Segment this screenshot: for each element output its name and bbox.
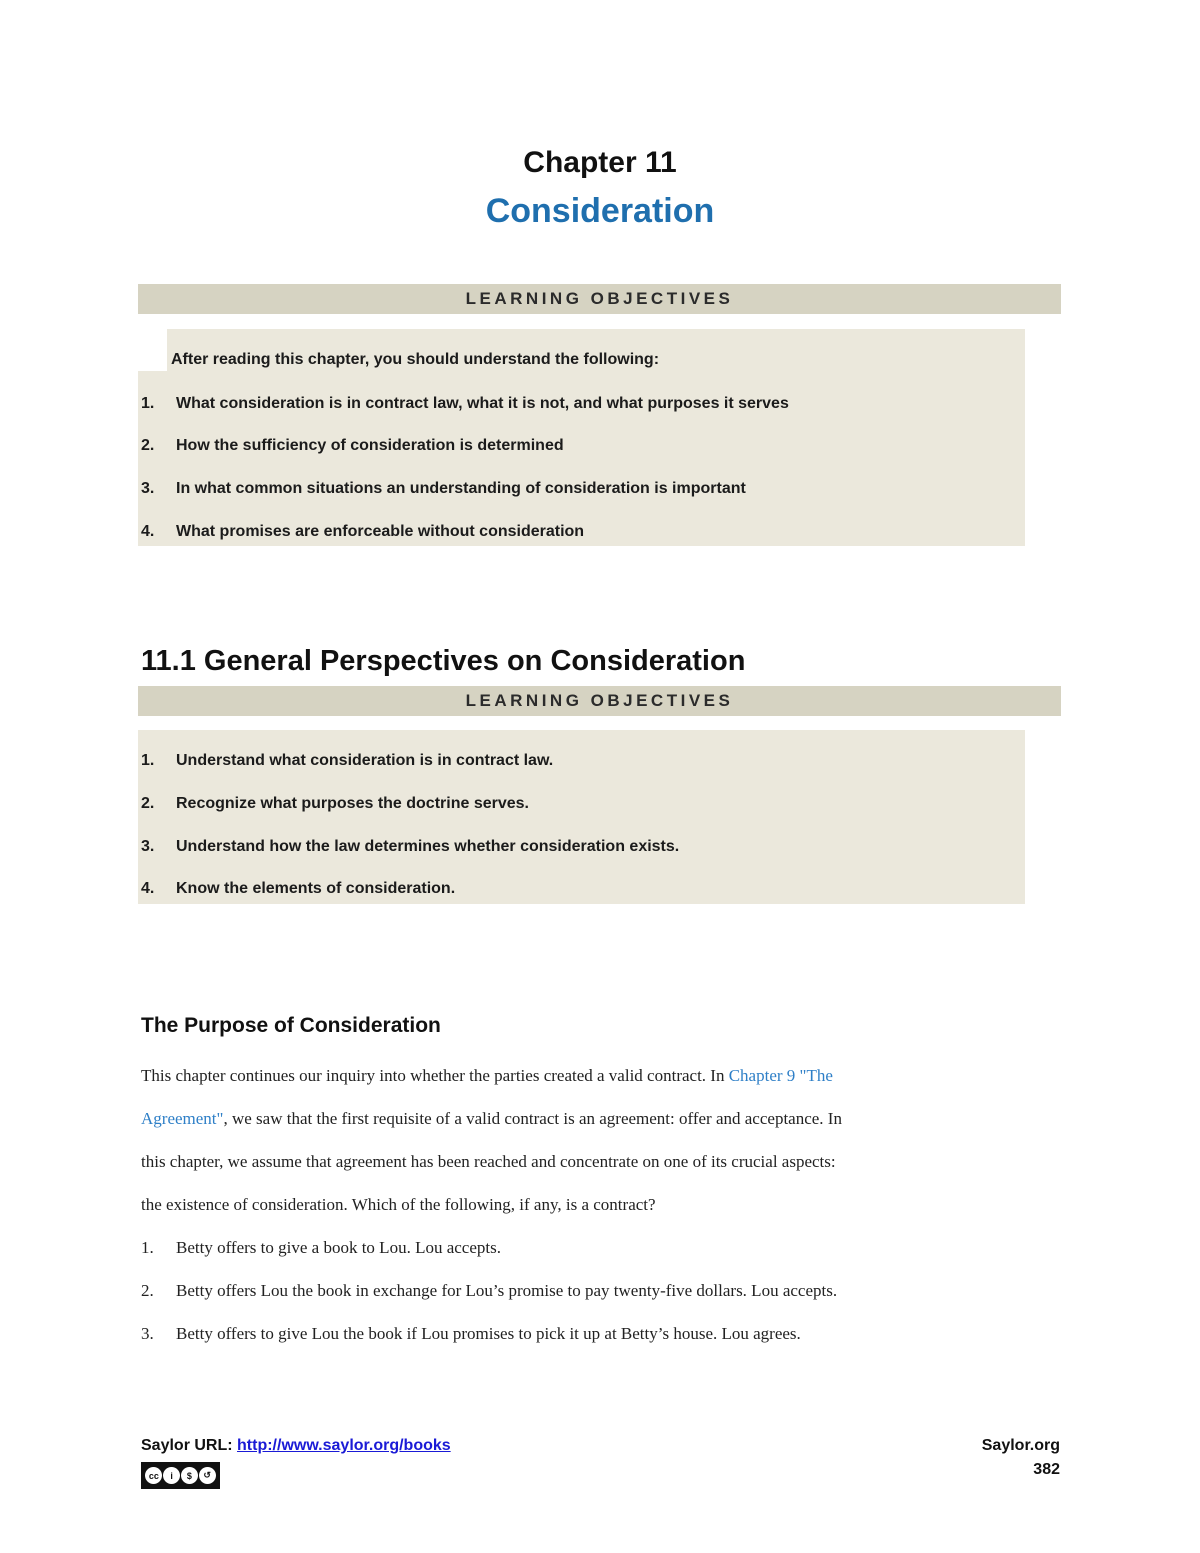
objective-number: 4. — [141, 880, 155, 897]
list-item-number: 3. — [141, 1324, 154, 1343]
footer-url-link[interactable]: http://www.saylor.org/books — [237, 1437, 451, 1454]
list-item-number: 1. — [141, 1238, 154, 1257]
body-text: This chapter continues our inquiry into whether the parties created a valid contract. In — [141, 1066, 729, 1085]
objective-item: Recognize what purposes the doctrine serves. — [176, 795, 529, 812]
body-paragraph-line — [141, 1109, 842, 1129]
objective-number: 1. — [141, 395, 155, 412]
nc-icon: $ — [181, 1467, 198, 1484]
body-paragraph-line: this chapter, we assume that agreement has been reached and concentrate on one of its crucial aspects: — [141, 1152, 836, 1171]
chapter-9-link[interactable]: Chapter 9 "The — [728, 1066, 833, 1085]
learning-objectives-bar: LEARNING OBJECTIVES — [138, 284, 1061, 314]
objective-item: What consideration is in contract law, what it is not, and what purposes it serves — [176, 395, 789, 412]
creative-commons-badge — [141, 1462, 220, 1489]
objective-item: How the sufficiency of consideration is determined — [176, 437, 564, 454]
chapter-label: Chapter 11 — [523, 146, 677, 179]
objective-number: 3. — [141, 480, 155, 497]
section-heading: 11.1 General Perspectives on Consideration — [141, 645, 746, 677]
objective-item: In what common situations an understanding of consideration is important — [176, 480, 746, 497]
cc-icon: cc — [145, 1467, 162, 1484]
footer-url-label: Saylor URL: — [141, 1437, 238, 1454]
chapter-9-link-cont[interactable]: Agreement" — [141, 1109, 224, 1128]
footer-url — [141, 1437, 451, 1455]
objective-number: 4. — [141, 523, 155, 540]
page-number: 382 — [1033, 1461, 1060, 1478]
objective-number: 3. — [141, 838, 155, 855]
objective-number: 2. — [141, 437, 155, 454]
objective-item: Understand how the law determines whether consideration exists. — [176, 838, 680, 855]
list-item: Betty offers to give Lou the book if Lou promises to pick it up at Betty’s house. Lou agrees. — [176, 1324, 801, 1343]
objective-item: Understand what consideration is in contract law. — [176, 752, 554, 769]
objective-item: Know the elements of consideration. — [176, 880, 456, 897]
body-text: , we saw that the first requisite of a valid contract is an agreement: offer and acceptance. In — [223, 1109, 842, 1128]
objective-number: 1. — [141, 752, 155, 769]
chapter-title: Consideration — [485, 192, 715, 230]
objective-item: What promises are enforceable without consideration — [176, 523, 585, 540]
list-item-number: 2. — [141, 1281, 154, 1300]
body-paragraph-line: the existence of consideration. Which of the following, if any, is a contract? — [141, 1195, 656, 1214]
list-item: Betty offers to give a book to Lou. Lou accepts. — [176, 1238, 501, 1257]
sa-icon: ↺ — [199, 1467, 216, 1484]
footer-site: Saylor.org — [981, 1437, 1060, 1454]
list-item: Betty offers Lou the book in exchange for Lou’s promise to pay twenty-five dollars. Lou accepts. — [176, 1281, 838, 1300]
objective-number: 2. — [141, 795, 155, 812]
section-objectives-bar: LEARNING OBJECTIVES — [138, 686, 1061, 716]
body-paragraph-line — [141, 1066, 833, 1086]
subsection-heading: The Purpose of Consideration — [141, 1014, 441, 1037]
by-icon: i — [163, 1467, 180, 1484]
learning-objectives-intro: After reading this chapter, you should understand the following: — [171, 351, 660, 368]
